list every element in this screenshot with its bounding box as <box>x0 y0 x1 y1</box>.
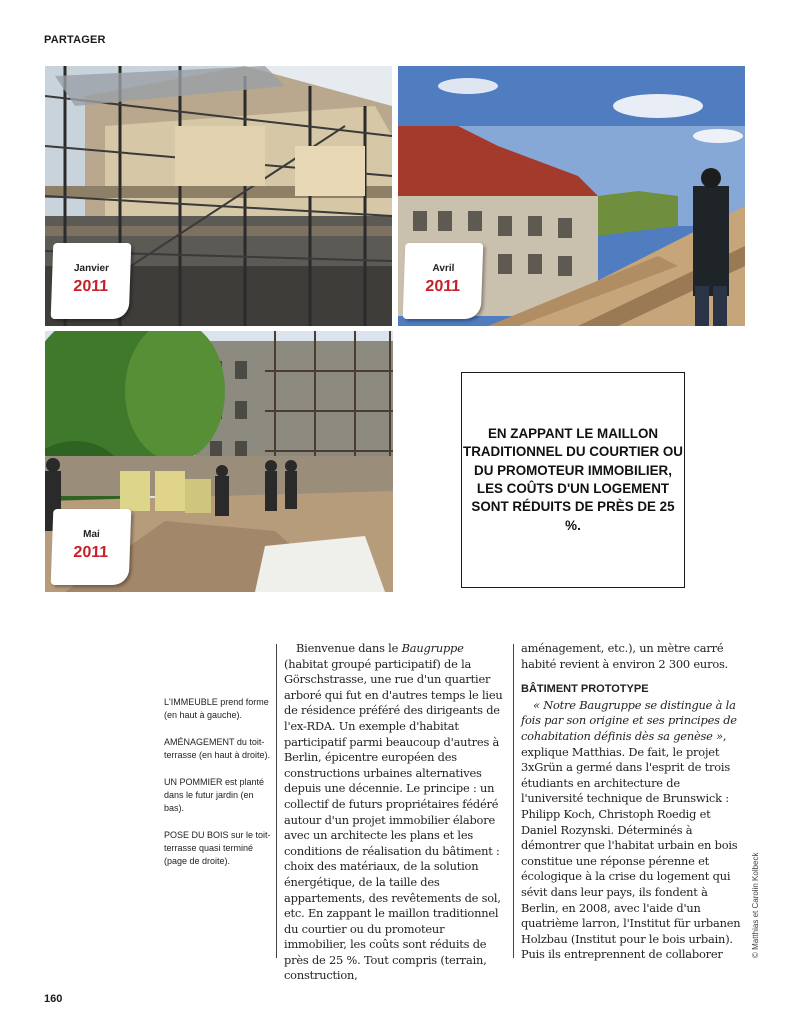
caption-text: est planté dans le futur jardin (en bas). <box>164 777 265 813</box>
date-tag-year: 2011 <box>425 278 461 295</box>
date-tag-janvier <box>51 243 132 319</box>
article-column-1 <box>284 641 506 984</box>
article-paragraph-end: aménagement, etc.), un mètre carré habité revient à environ 2 300 euros. <box>521 641 729 671</box>
page-number: 160 <box>44 993 63 1005</box>
caption-head: UN POMMIER <box>164 777 223 787</box>
pull-quote-box <box>461 372 685 588</box>
article-emphasis: Baugruppe <box>401 641 464 655</box>
article-column-2 <box>521 641 745 963</box>
caption-item <box>164 696 272 722</box>
date-tag-month: Janvier <box>73 263 110 274</box>
article-quote: « Notre Baugruppe se distingue à la fois par son origine et ses principes de cohabitation définis dès sa genèse » <box>521 697 737 743</box>
article-paragraph <box>521 698 745 963</box>
caption-head: L'IMMEUBLE <box>164 697 218 707</box>
photo-captions <box>164 696 272 882</box>
caption-item <box>164 776 272 815</box>
date-tag-month: Mai <box>82 529 100 540</box>
date-tag-year: 2011 <box>73 278 109 295</box>
caption-head: AMÉNAGEMENT <box>164 737 235 747</box>
caption-text: prend forme (en haut à gauche). <box>164 697 269 720</box>
pull-quote-text: EN ZAPPANT LE MAILLON TRADITIONNEL DU COURTIER OU DU PROMOTEUR IMMOBILIER, LES COÛTS D'UN LOGEMENT SONT RÉDUITS DE PRÈS DE 25 %. <box>463 425 683 533</box>
caption-item <box>164 736 272 762</box>
caption-head: POSE DU BOIS <box>164 830 229 840</box>
photo-credit: © Matthias et Carolin Kolbeck <box>751 852 760 958</box>
date-tag-month: Avril <box>432 263 455 274</box>
column-divider <box>513 644 514 958</box>
caption-text: sur le toit-terrasse quasi terminé (page de droite). <box>164 830 271 866</box>
caption-text: du toit-terrasse (en haut à droite). <box>164 737 271 760</box>
date-tag-year: 2011 <box>73 544 109 561</box>
column-divider <box>276 644 277 958</box>
caption-item <box>164 829 272 868</box>
article-text: Bienvenue dans le <box>296 641 402 655</box>
section-label: PARTAGER <box>44 34 106 46</box>
article-subheading: BÂTIMENT PROTOTYPE <box>521 683 649 696</box>
date-tag-mai <box>51 509 132 585</box>
date-tag-avril <box>403 243 484 319</box>
article-text: (habitat groupé participatif) de la Görschstrasse, une rue d'un quartier arboré qui fut en d'autres temps le lieu de résidence préféré des dirigeants de l'ex-RDA. Un exemple d'habitat participatif parmi beaucoup d'autres à Berlin, épicentre européen des constructions urbaines alternatives depuis une décennie. Le principe : un collectif de futurs propriétaires fédéré autour d'un projet immobilier élabore avec un architecte les plans et les conditions de réalisation du bâtiment : choix des matériaux, de la solution énergétique, de la taille des appartements, des revêtements de sol, etc. En zappant le maillon traditionnel du courtier ou du promoteur immobilier, les coûts sont réduits de près de 25 %. Tout compris (terrain, construction, <box>284 656 503 983</box>
article-paragraph <box>284 641 506 984</box>
article-text: , explique Matthias. De fait, le projet 3xGrün a germé dans l'esprit de trois étudiants en architecture de l'université technique de Brunswick : Philipp Koch, Christoph Roedig et Daniel Rozynski. Déterminés à démontrer que l'habitat urbain en bois constitue une réponse pérenne et écologique à la crise du logement qui sévit dans leur pays, ils fondent à Berlin, en 2008, avec l'aide d'un quatrième larron, l'Institut für urbanen Holzbau (Institut pour le bois urbain). Puis ils entreprennent de collaborer <box>521 728 741 962</box>
